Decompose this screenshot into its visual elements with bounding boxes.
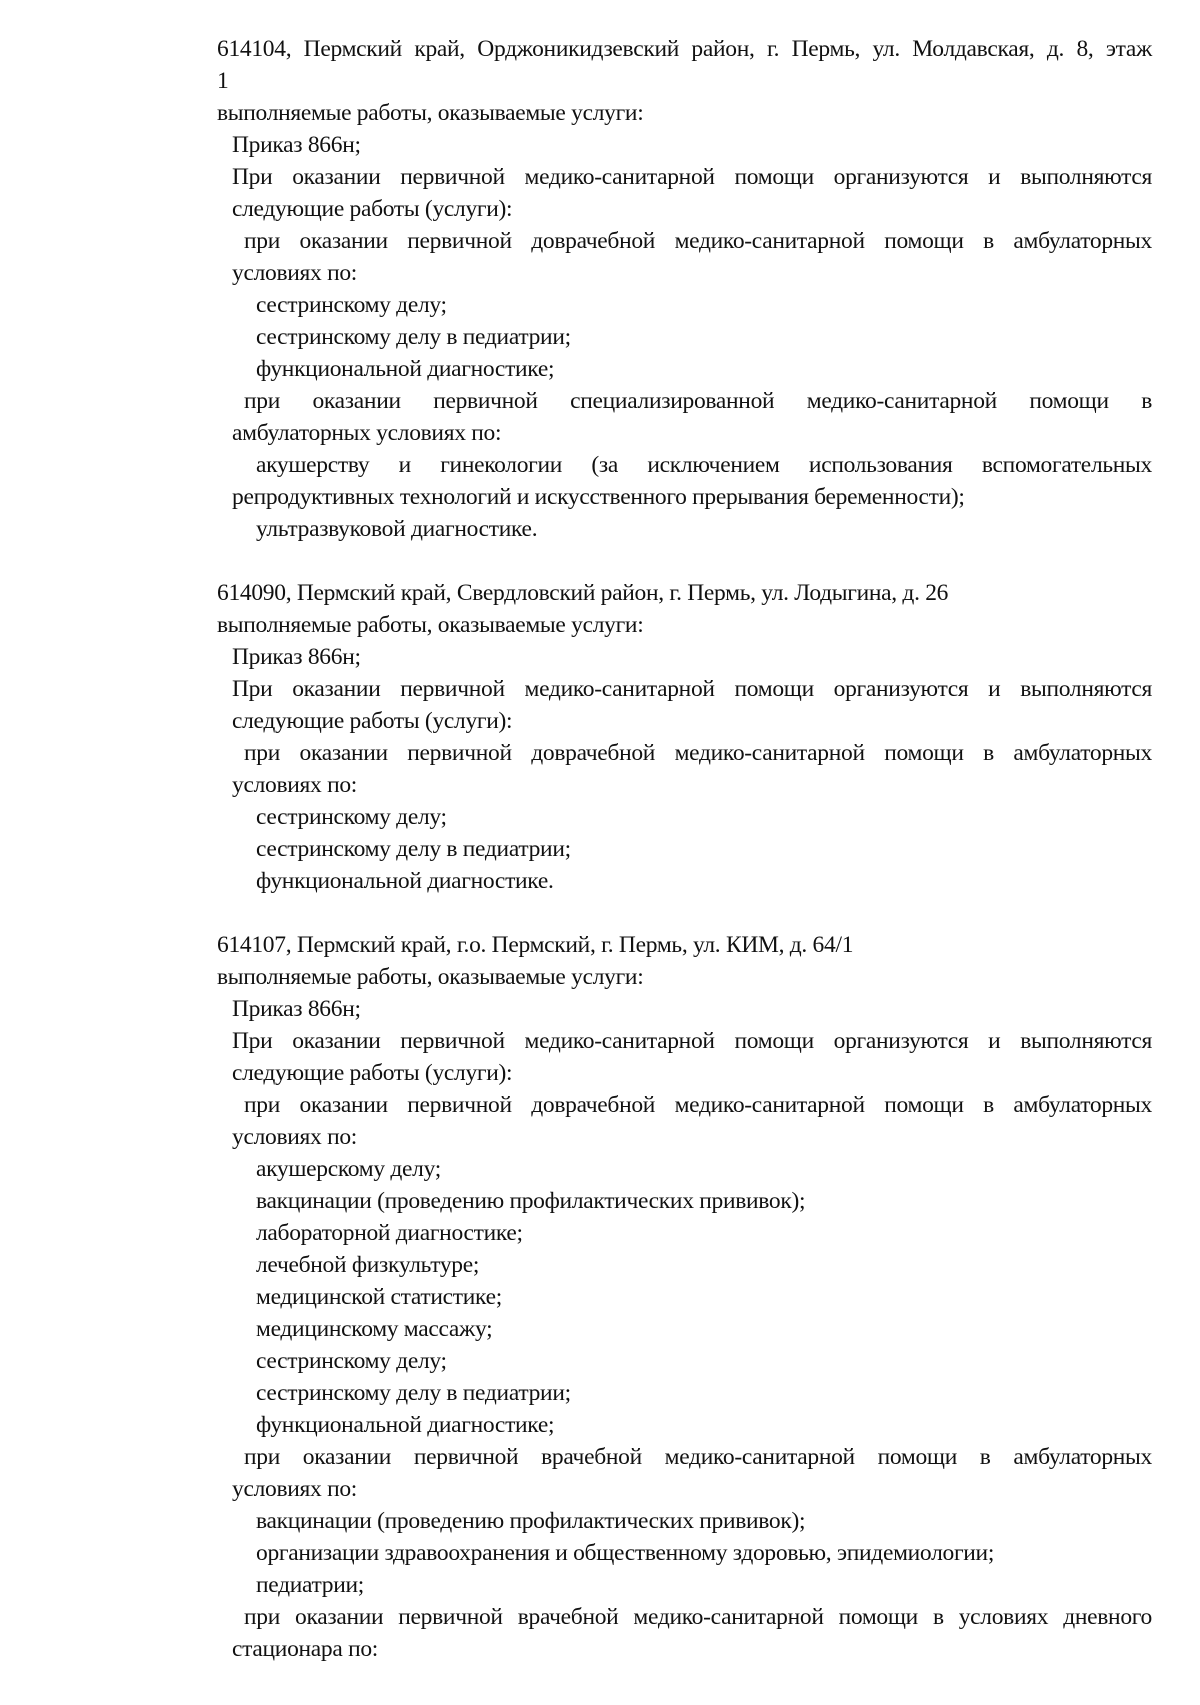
- group-heading-cont: амбулаторных условиях по:: [232, 420, 502, 446]
- order-ref: Приказ 866н;: [232, 996, 361, 1022]
- group-heading: при оказании первичной доврачебной медико-санитарной помощи в амбулаторных: [244, 740, 1152, 766]
- list-item: медицинскому массажу;: [256, 1316, 493, 1342]
- group-heading: при оказании первичной доврачебной медико-санитарной помощи в амбулаторных: [244, 1092, 1152, 1118]
- list-item-cont: репродуктивных технологий и искусственного прерывания беременности);: [232, 484, 965, 510]
- group-heading-cont: условиях по:: [232, 260, 358, 286]
- section-gap: [217, 545, 1152, 577]
- list-item: акушерству и гинекологии (за исключением использования вспомогательных: [256, 452, 1152, 478]
- section-address-2: [217, 577, 1152, 897]
- list-item: сестринскому делу в педиатрии;: [256, 324, 571, 350]
- section-gap: [217, 897, 1152, 929]
- group-heading: при оказании первичной специализированной медико-санитарной помощи в: [244, 388, 1152, 414]
- group-heading-cont: стационара по:: [232, 1636, 379, 1662]
- list-item: функциональной диагностике;: [256, 1412, 555, 1438]
- list-item: сестринскому делу;: [256, 292, 447, 318]
- address-line: 614104, Пермский край, Орджоникидзевский район, г. Пермь, ул. Молдавская, д. 8, этаж: [217, 36, 1152, 62]
- section-address-1: [217, 33, 1152, 545]
- intro-text-cont: следующие работы (услуги):: [232, 708, 513, 734]
- list-item: медицинской статистике;: [256, 1284, 502, 1310]
- intro-text: При оказании первичной медико-санитарной помощи организуются и выполняются: [232, 164, 1152, 190]
- list-item: ультразвуковой диагностике.: [256, 516, 538, 542]
- list-item: сестринскому делу в педиатрии;: [256, 1380, 571, 1406]
- group-heading: при оказании первичной врачебной медико-санитарной помощи в условиях дневного: [244, 1604, 1152, 1630]
- list-item: вакцинации (проведению профилактических прививок);: [256, 1188, 806, 1214]
- group-heading-cont: условиях по:: [232, 1124, 358, 1150]
- list-item: лабораторной диагностике;: [256, 1220, 523, 1246]
- order-ref: Приказ 866н;: [232, 644, 361, 670]
- list-item: организации здравоохранения и общественному здоровью, эпидемиологии;: [256, 1540, 995, 1566]
- list-item: функциональной диагностике.: [256, 868, 554, 894]
- address-line: 614107, Пермский край, г.о. Пермский, г. Пермь, ул. КИМ, д. 64/1: [217, 932, 854, 958]
- intro-text-cont: следующие работы (услуги):: [232, 196, 513, 222]
- group-heading-cont: условиях по:: [232, 1476, 358, 1502]
- list-item: вакцинации (проведению профилактических прививок);: [256, 1508, 806, 1534]
- address-line-cont: 1: [217, 68, 229, 94]
- list-item: педиатрии;: [256, 1572, 365, 1598]
- list-item: сестринскому делу в педиатрии;: [256, 836, 571, 862]
- list-item: сестринскому делу;: [256, 804, 447, 830]
- list-item: лечебной физкультуре;: [256, 1252, 480, 1278]
- list-item: сестринскому делу;: [256, 1348, 447, 1374]
- document-page: [217, 33, 1152, 1665]
- list-item: функциональной диагностике;: [256, 356, 555, 382]
- group-heading-cont: условиях по:: [232, 772, 358, 798]
- order-ref: Приказ 866н;: [232, 132, 361, 158]
- services-label: выполняемые работы, оказываемые услуги:: [217, 612, 644, 638]
- list-item: акушерскому делу;: [256, 1156, 441, 1182]
- services-label: выполняемые работы, оказываемые услуги:: [217, 100, 644, 126]
- group-heading: при оказании первичной доврачебной медико-санитарной помощи в амбулаторных: [244, 228, 1152, 254]
- intro-text: При оказании первичной медико-санитарной помощи организуются и выполняются: [232, 1028, 1152, 1054]
- group-heading: при оказании первичной врачебной медико-санитарной помощи в амбулаторных: [244, 1444, 1152, 1470]
- section-address-3: [217, 929, 1152, 1665]
- intro-text: При оказании первичной медико-санитарной помощи организуются и выполняются: [232, 676, 1152, 702]
- intro-text-cont: следующие работы (услуги):: [232, 1060, 513, 1086]
- services-label: выполняемые работы, оказываемые услуги:: [217, 964, 644, 990]
- address-line: 614090, Пермский край, Свердловский район, г. Пермь, ул. Лодыгина, д. 26: [217, 580, 949, 606]
